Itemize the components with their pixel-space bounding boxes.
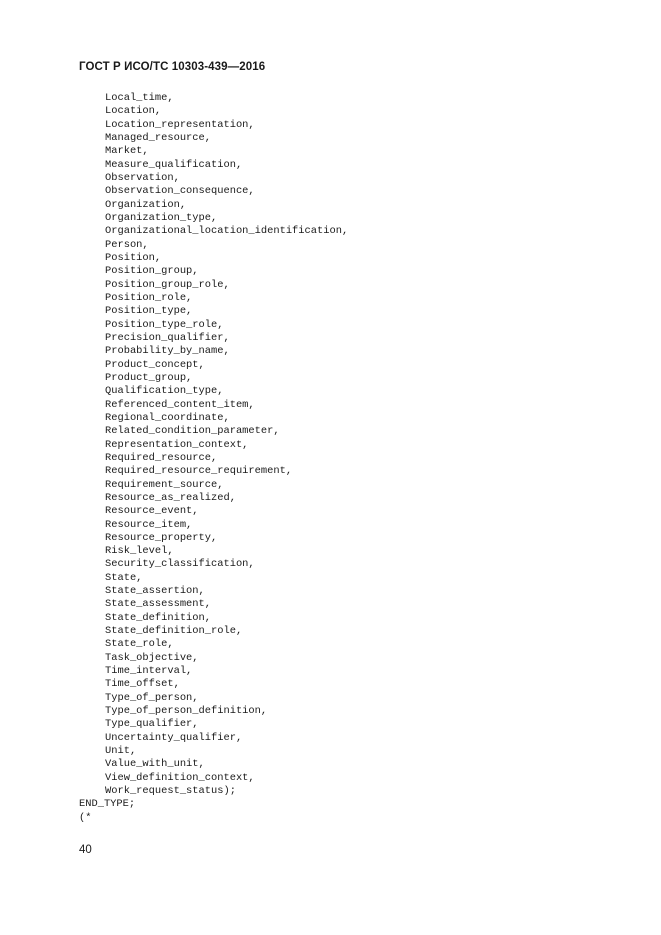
select-type-item: State, [105,571,143,584]
select-type-item: Risk_level, [105,545,174,558]
select-type-item: Requirement_source, [105,478,224,491]
select-type-item: Resource_item, [105,518,193,531]
select-type-item: Organizational_location_identification, [105,225,349,238]
select-type-item: Related_condition_parameter, [105,425,280,438]
select-type-item: Required_resource, [105,451,218,464]
select-type-item: View_definition_context, [105,771,255,784]
comment-open: (* [79,811,92,824]
select-type-item: Product_group, [105,371,193,384]
select-type-item: Type_of_person, [105,691,199,704]
select-type-item: Task_objective, [105,651,199,664]
select-type-item: Location_representation, [105,118,255,131]
select-type-item: State_assertion, [105,585,205,598]
select-type-item: Organization_type, [105,211,218,224]
select-type-item: Security_classification, [105,558,255,571]
select-type-item: Position_type, [105,305,193,318]
select-type-item: Precision_qualifier, [105,331,230,344]
select-type-item: Required_resource_requirement, [105,465,293,478]
select-type-item: Type_of_person_definition, [105,705,268,718]
select-type-item: Referenced_content_item, [105,398,255,411]
select-type-item: Organization, [105,198,187,211]
select-type-item: Measure_qualification, [105,158,243,171]
select-type-item: State_definition_role, [105,625,243,638]
select-type-item: Regional_coordinate, [105,411,230,424]
select-type-item: Resource_property, [105,531,218,544]
select-type-item: Position_type_role, [105,318,224,331]
select-type-item: Uncertainty_qualifier, [105,731,243,744]
select-type-item: Type_qualifier, [105,718,199,731]
select-type-item: Product_concept, [105,358,205,371]
select-type-item: Observation_consequence, [105,185,255,198]
select-type-item: Work_request_status); [105,785,236,798]
document-header: ГОСТ Р ИСО/ТС 10303-439—2016 [79,61,266,73]
select-type-item: State_role, [105,638,174,651]
select-type-item: Value_with_unit, [105,758,205,771]
select-type-item: Position_group, [105,265,199,278]
end-type-keyword: END_TYPE; [79,798,136,811]
express-code-listing [79,92,639,825]
select-type-item: Observation, [105,171,180,184]
select-type-item: Unit, [105,745,137,758]
select-type-item: Position_role, [105,291,193,304]
select-type-item: Person, [105,238,149,251]
select-type-item: Position_group_role, [105,278,230,291]
select-type-item: Qualification_type, [105,385,224,398]
select-type-item: Position, [105,251,162,264]
select-type-item: State_assessment, [105,598,212,611]
select-type-item: Time_offset, [105,678,180,691]
select-type-item: Market, [105,145,149,158]
page-number: 40 [79,844,92,856]
select-type-item: Location, [105,105,162,118]
select-type-item: Probability_by_name, [105,345,230,358]
select-type-item: Time_interval, [105,665,193,678]
select-type-item: Resource_event, [105,505,199,518]
select-type-item: Local_time, [105,92,174,104]
select-type-item: State_definition, [105,611,212,624]
select-type-item: Managed_resource, [105,131,212,144]
select-type-item: Representation_context, [105,438,249,451]
select-type-item: Resource_as_realized, [105,491,236,504]
